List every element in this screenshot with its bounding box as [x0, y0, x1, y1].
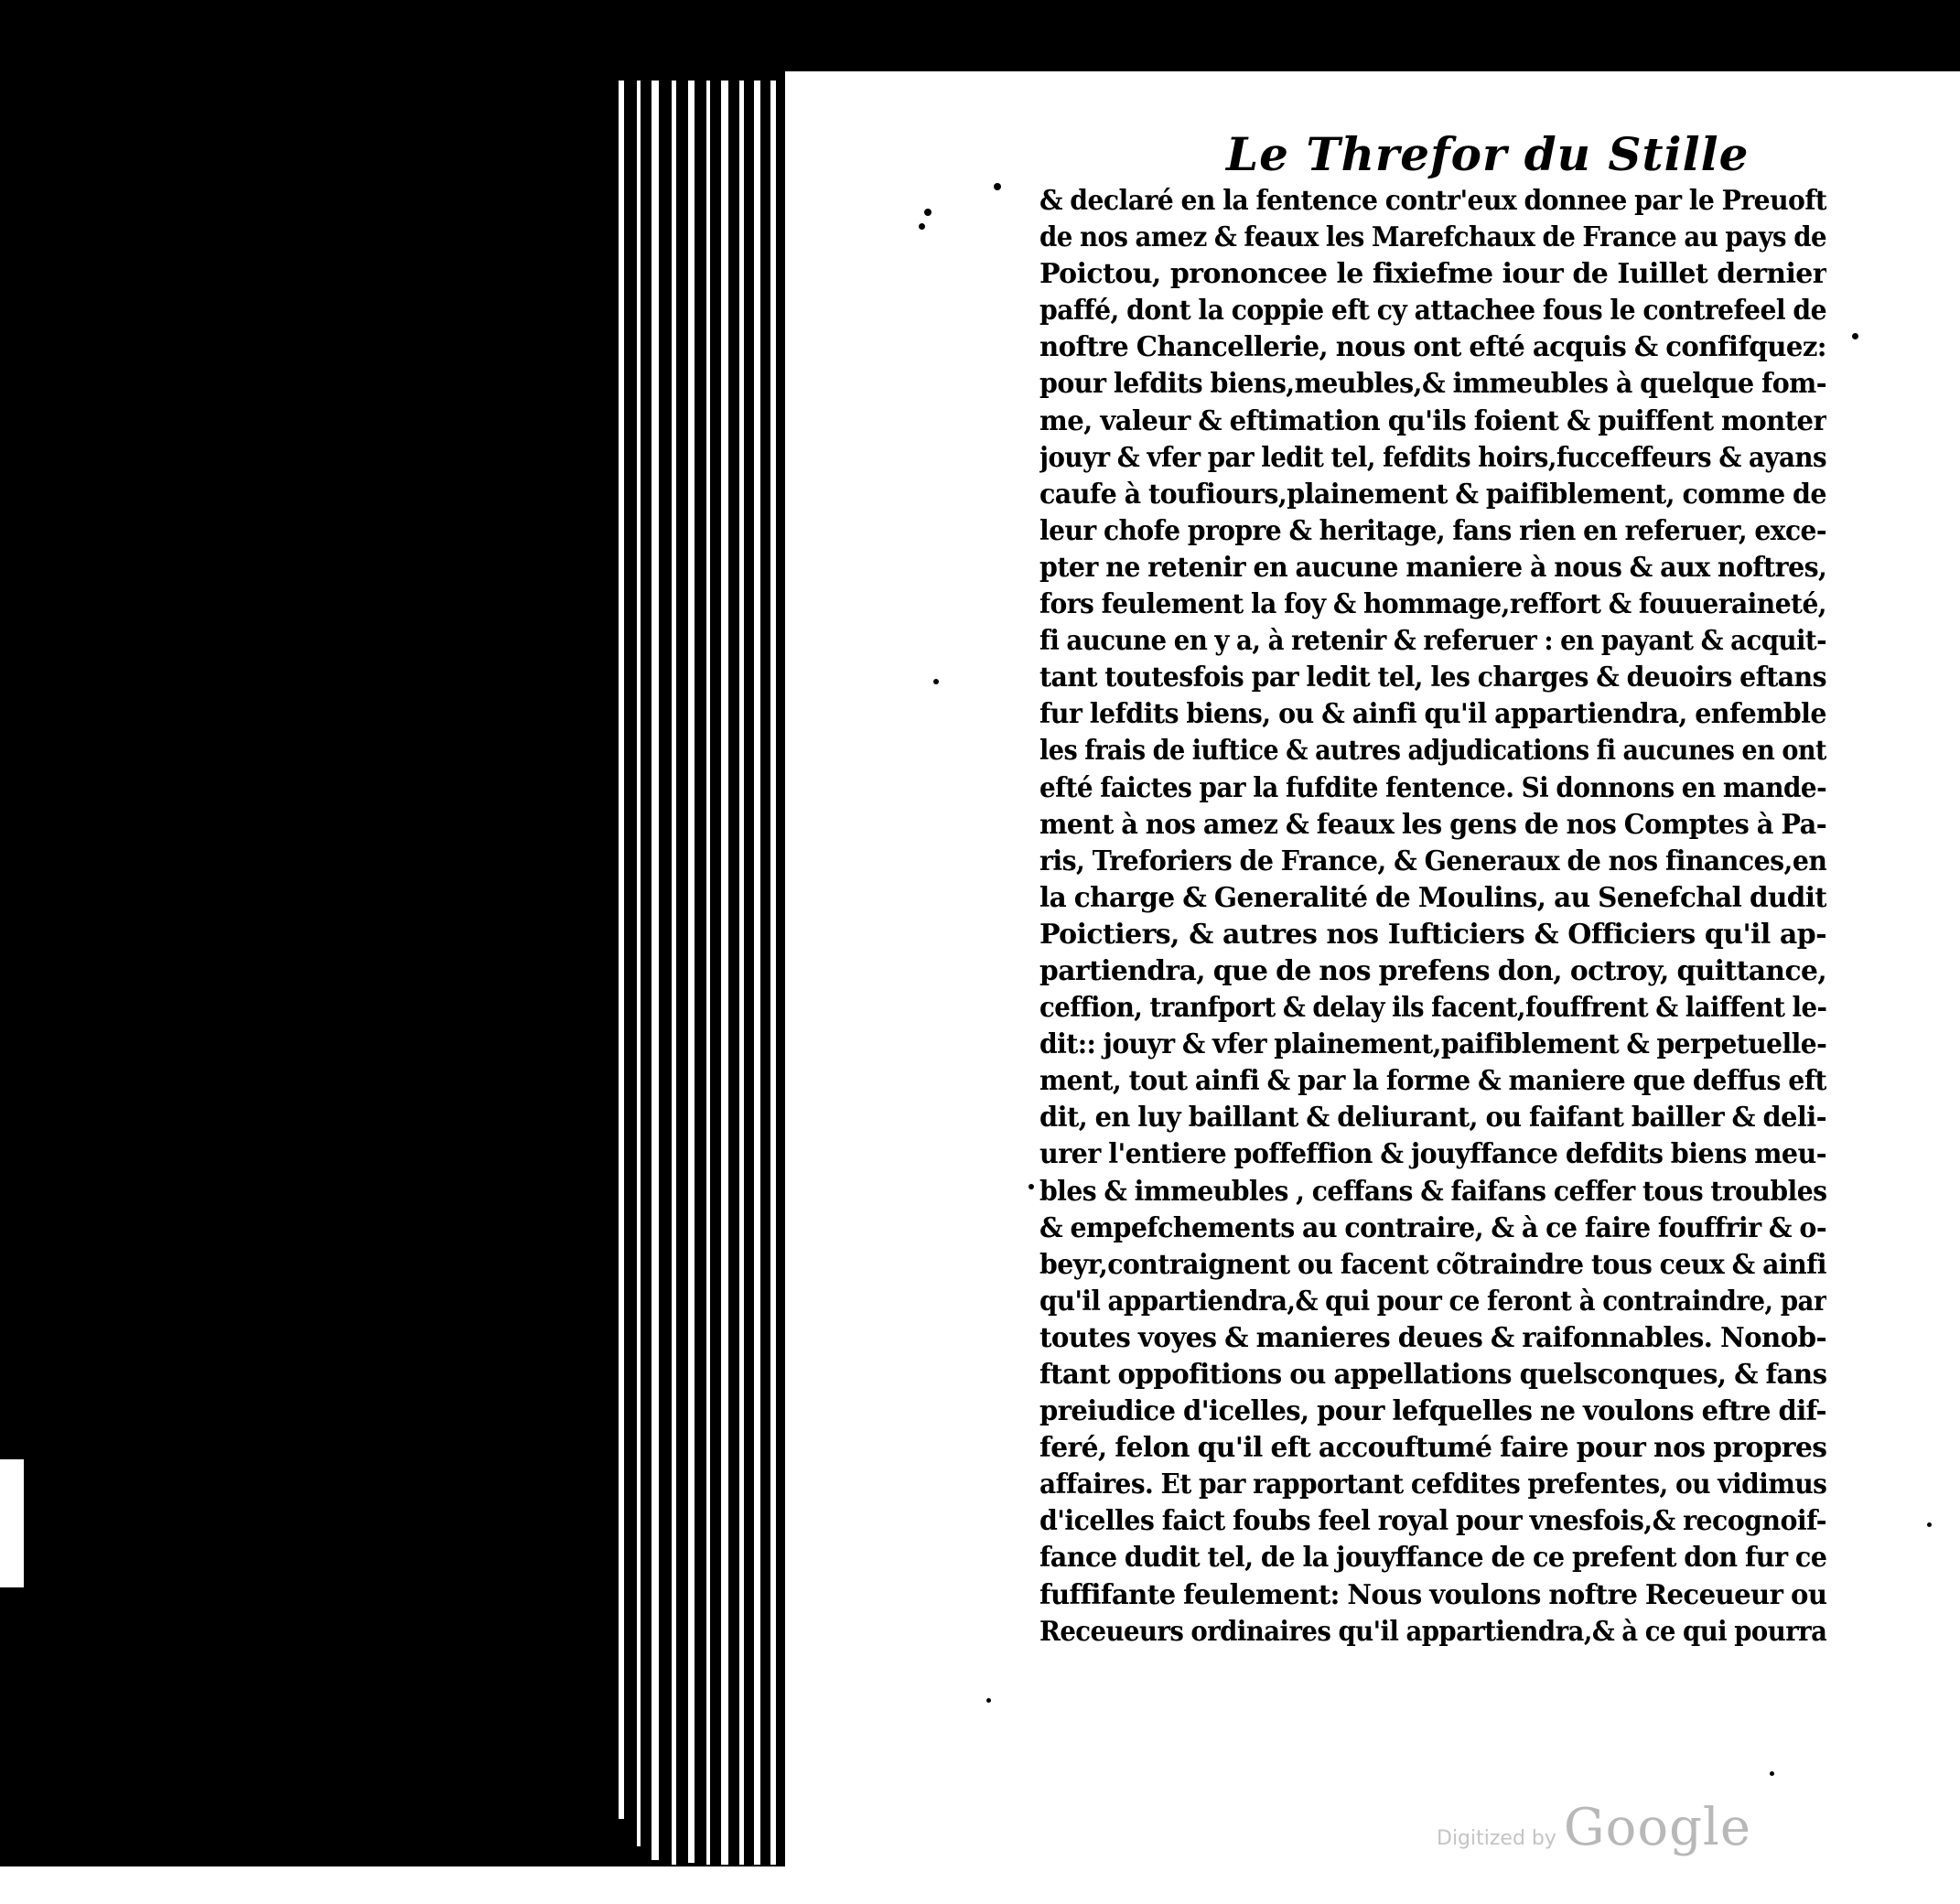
- text-line: de nos amez & feaux les Marefchaux de France au pays de: [1039, 221, 1826, 254]
- text-line: Receueurs ordinaires qu'il appartiendra,& à ce qui pourra: [1039, 1615, 1826, 1648]
- text-line: toutes voyes & manieres deues & raifonnables. Nonob-: [1039, 1321, 1826, 1354]
- text-line: Poictou, prononcee le fixiefme iour de Iuillet dernier: [1039, 258, 1826, 291]
- text-line: urer l'entiere poffeffion & jouyffance defdits biens meu-: [1039, 1138, 1826, 1171]
- text-line: dit:: jouyr & vfer plainement,paifiblement & perpetuelle-: [1039, 1028, 1826, 1061]
- body-text: [1039, 183, 1826, 1651]
- digitized-watermark: [1437, 1798, 1751, 1857]
- text-line: jouyr & vfer par ledit tel, fefdits hoirs,fucceffeurs & ayans: [1039, 441, 1826, 474]
- text-line: fuffifante feulement: Nous voulons noftre Receueur ou: [1039, 1578, 1826, 1611]
- ink-speck: [919, 223, 925, 230]
- ink-speck: [1852, 333, 1858, 339]
- ink-speck: [994, 183, 1001, 190]
- text-line: me, valeur & eftimation qu'ils foient & puiffent monter: [1039, 404, 1826, 437]
- text-line: ris, Treforiers de France, & Generaux de nos finances,en: [1039, 844, 1826, 877]
- page-edge-stripe: [672, 81, 676, 1865]
- running-head-title: Le Threfor du Stille: [1226, 127, 1750, 181]
- text-line: ceffion, tranfport & delay ils facent,fouffrent & laiffent le-: [1039, 992, 1826, 1025]
- text-line: efté faictes par la fufdite fentence. Si donnons en mande-: [1039, 771, 1826, 804]
- text-line: la charge & Generalité de Moulins, au Senefchal dudit: [1039, 881, 1826, 914]
- google-logo: Google: [1563, 1798, 1751, 1857]
- text-line: paffé, dont la coppie eft cy attachee fous le contrefeel de: [1039, 295, 1826, 328]
- text-line: beyr,contraignent ou facent cõtraindre tous ceux & ainfi: [1039, 1248, 1826, 1281]
- ink-speck: [1028, 1184, 1034, 1189]
- text-line: pter ne retenir en aucune maniere à nous & aux noftres,: [1039, 551, 1826, 584]
- text-line: fi aucune en y a, à retenir & referuer : en payant & acquit-: [1039, 625, 1826, 658]
- page-edge-stripe: [754, 81, 760, 1865]
- ink-speck: [1927, 1522, 1932, 1527]
- text-line: tant toutesfois par ledit tel, les charges & deuoirs eftans: [1039, 662, 1826, 694]
- text-line: d'icelles faict foubs feel royal pour vnesfois,& recognoif-: [1039, 1505, 1826, 1538]
- text-line: leur chofe propre & heritage, fans rien en referuer, exce-: [1039, 514, 1826, 547]
- text-line: fance dudit tel, de la jouyffance de ce prefent don fur ce: [1039, 1542, 1826, 1575]
- page-edge-stripe: [770, 81, 776, 1865]
- text-line: pour lefdits biens,meubles,& immeubles à quelque fom-: [1039, 368, 1826, 401]
- text-line: partiendra, que de nos prefens don, octroy, quittance,: [1039, 954, 1826, 987]
- page-fore-edges: [600, 81, 783, 1865]
- page-edge-stripe: [688, 81, 695, 1863]
- text-line: & empefchements au contraire, & à ce faire fouffrir & o-: [1039, 1211, 1826, 1244]
- text-line: fur lefdits biens, ou & ainfi qu'il appartiendra, enfemble: [1039, 698, 1826, 731]
- ink-speck: [933, 679, 939, 684]
- text-line: preiudice d'icelles, pour lefquelles ne voulons eftre dif-: [1039, 1395, 1826, 1428]
- page-edge-stripe: [619, 81, 624, 1819]
- bottom-margin: [0, 1866, 1960, 1904]
- text-line: fors feulement la foy & hommage,reffort & fouueraineté,: [1039, 588, 1826, 621]
- text-line: dit, en luy baillant & deliurant, ou faifant bailler & deli-: [1039, 1102, 1826, 1135]
- page-edge-stripe: [637, 81, 641, 1846]
- left-edge-notch: [0, 1459, 24, 1587]
- text-line: ment, tout ainfi & par la forme & maniere que deffus eft: [1039, 1065, 1826, 1098]
- text-line: caufe à toufiours,plainement & paifiblement, comme de: [1039, 478, 1826, 511]
- watermark-prefix: Digitized by: [1437, 1827, 1556, 1850]
- page-edge-stripe: [706, 81, 710, 1865]
- ink-speck: [924, 209, 932, 216]
- running-head: [1025, 123, 1940, 187]
- ink-speck: [986, 1698, 991, 1703]
- text-line: & declaré en la fentence contr'eux donnee par le Preuoft: [1039, 185, 1826, 217]
- text-line: ment à nos amez & feaux les gens de nos Comptes à Pa-: [1039, 808, 1826, 841]
- text-line: les frais de iuftice & autres adjudications fi aucunes en ont: [1039, 735, 1826, 768]
- text-line: bles & immeubles , ceffans & faifans ceffer tous troubles: [1039, 1175, 1826, 1208]
- text-line: ftant oppofitions ou appellations quelsconques, & fans: [1039, 1359, 1826, 1391]
- text-line: feré, felon qu'il eft accouftumé faire pour nos propres: [1039, 1432, 1826, 1465]
- page-edge-stripe: [739, 81, 744, 1865]
- text-line: affaires. Et par rapportant cefdites prefentes, ou vidimus: [1039, 1468, 1826, 1501]
- page-edge-stripe: [652, 81, 659, 1860]
- page-edge-stripe: [721, 81, 728, 1865]
- text-line: qu'il appartiendra,& qui pour ce feront à contraindre, par: [1039, 1285, 1826, 1318]
- text-line: noftre Chancellerie, nous ont efté acquis & confifquez:: [1039, 331, 1826, 364]
- text-line: Poictiers, & autres nos Iufticiers & Officiers qu'il ap-: [1039, 918, 1826, 951]
- ink-speck: [1770, 1771, 1774, 1776]
